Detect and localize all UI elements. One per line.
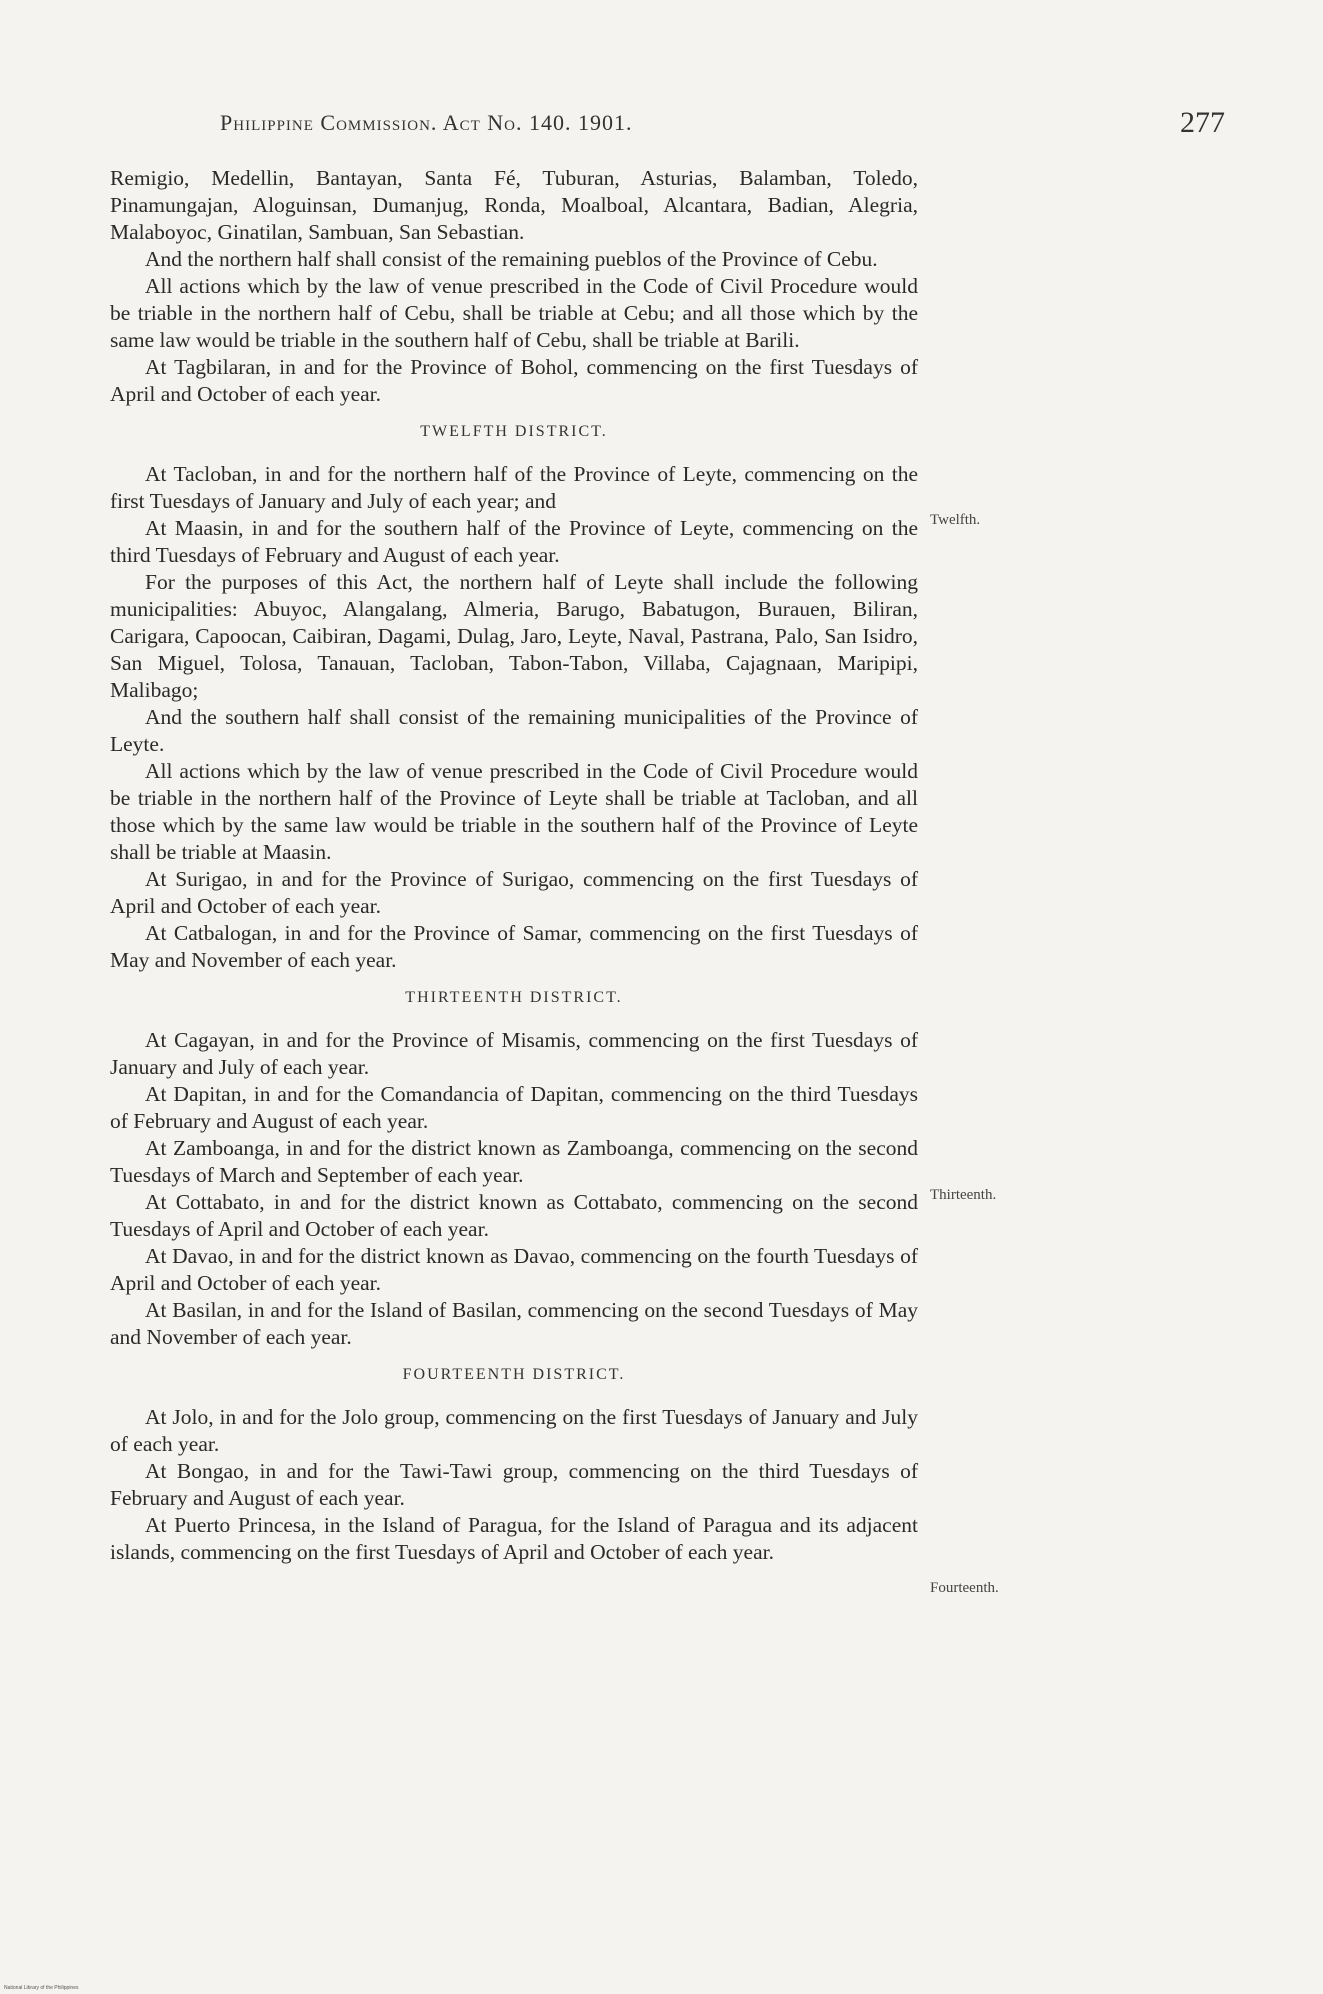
paragraph: Remigio, Medellin, Bantayan, Santa Fé, Tuburan, Asturias, Balamban, Toledo, Pinamungajan, Aloguinsan, Dumanjug, Ronda, Moalboal, Alcantara, Badian, Alegria, Malaboyoc, Ginatilan, Sambuan, San Sebastian. <box>110 166 918 244</box>
paragraph: At Surigao, in and for the Province of Surigao, commencing on the first Tuesdays of April and October of each year. <box>110 867 918 918</box>
body-text <box>110 165 918 1566</box>
paragraph: At Tacloban, in and for the northern half of the Province of Leyte, commencing on the first Tuesdays of January and July of each year; and <box>110 462 918 513</box>
paragraph: At Zamboanga, in and for the district known as Zamboanga, commencing on the second Tuesdays of March and September of each year. <box>110 1136 918 1187</box>
margin-note-fourteenth: Fourteenth. <box>930 1580 999 1596</box>
paragraph: All actions which by the law of venue prescribed in the Code of Civil Procedure would be triable in the northern half of the Province of Leyte shall be triable at Tacloban, and all those which by the same law would be triable in the southern half of the Province of Leyte shall be triable at Maasin. <box>110 759 918 864</box>
paragraph: For the purposes of this Act, the northern half of Leyte shall include the following municipalities: Abuyoc, Alangalang, Almeria, Barugo, Babatugon, Burauen, Biliran, Carigara, Capoocan, Caibiran, Dagami, Dulag, Jaro, Leyte, Naval, Pastrana, Palo, San Isidro, San Miguel, Tolosa, Tanauan, Tacloban, Tabon-Tabon, Villaba, Cajagnaan, Maripipi, Malibago; <box>110 570 918 702</box>
margin-note-twelfth: Twelfth. <box>930 512 981 528</box>
paragraph: At Catbalogan, in and for the Province of Samar, commencing on the first Tuesdays of May and November of each year. <box>110 921 918 972</box>
paragraph: At Maasin, in and for the southern half of the Province of Leyte, commencing on the third Tuesdays of February and August of each year. <box>110 516 918 567</box>
page-number: 277 <box>1180 106 1225 139</box>
paragraph: At Cagayan, in and for the Province of Misamis, commencing on the first Tuesdays of January and July of each year. <box>110 1028 918 1079</box>
section-heading-thirteenth: THIRTEENTH DISTRICT. <box>405 989 623 1006</box>
scan-credit: National Library of the Philippines <box>4 1985 79 1991</box>
paragraph: At Jolo, in and for the Jolo group, commencing on the first Tuesdays of January and July of each year. <box>110 1405 918 1456</box>
paragraph: At Davao, in and for the district known as Davao, commencing on the fourth Tuesdays of April and October of each year. <box>110 1244 918 1295</box>
paragraph: At Cottabato, in and for the district known as Cottabato, commencing on the second Tuesdays of April and October of each year. <box>110 1190 918 1241</box>
running-header: Philippine Commission. Act No. 140. 1901. <box>220 110 633 135</box>
paragraph: At Dapitan, in and for the Comandancia of Dapitan, commencing on the third Tuesdays of February and August of each year. <box>110 1082 918 1133</box>
paragraph: At Puerto Princesa, in the Island of Paragua, for the Island of Paragua and its adjacent islands, commencing on the first Tuesdays of April and October of each year. <box>110 1513 918 1564</box>
section-heading-twelfth: TWELFTH DISTRICT. <box>420 423 608 440</box>
paragraph: All actions which by the law of venue prescribed in the Code of Civil Procedure would be triable in the northern half of Cebu, shall be triable at Cebu; and all those which by the same law would be triable in the southern half of Cebu, shall be triable at Barili. <box>110 274 918 352</box>
section-heading-fourteenth: FOURTEENTH DISTRICT. <box>402 1366 626 1383</box>
paragraph: At Basilan, in and for the Island of Basilan, commencing on the second Tuesdays of May and November of each year. <box>110 1298 918 1349</box>
paragraph: At Tagbilaran, in and for the Province of Bohol, commencing on the first Tuesdays of April and October of each year. <box>110 355 918 406</box>
margin-note-thirteenth: Thirteenth. <box>930 1187 997 1203</box>
paragraph: And the northern half shall consist of the remaining pueblos of the Province of Cebu. <box>145 247 878 271</box>
paragraph: At Bongao, in and for the Tawi-Tawi group, commencing on the third Tuesdays of February and August of each year. <box>110 1459 918 1510</box>
paragraph: And the southern half shall consist of the remaining municipalities of the Province of Leyte. <box>110 705 918 756</box>
